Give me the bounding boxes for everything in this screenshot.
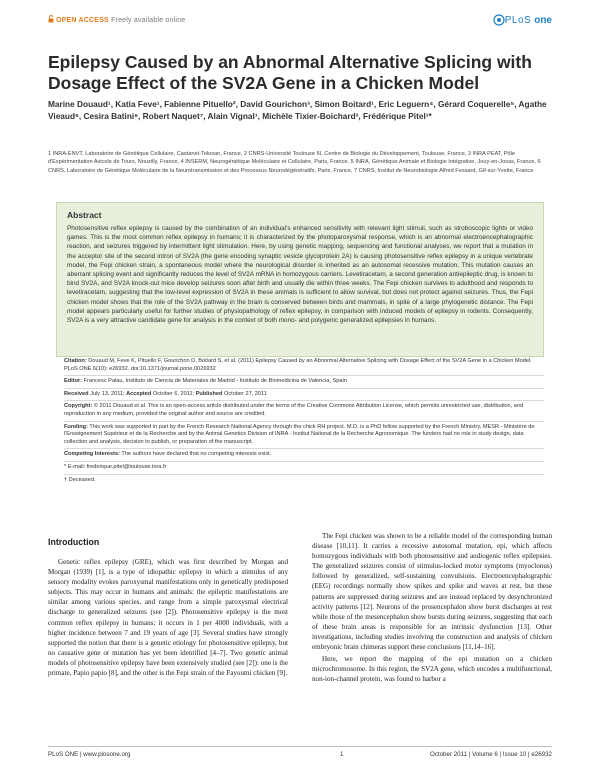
corresponding-email[interactable]: * E-mail: frederique.pitel@toulouse.inra.fr: [64, 463, 167, 470]
journal-header: [48, 14, 552, 28]
funding-row: [64, 422, 544, 450]
copyright-row: [64, 401, 544, 421]
page-footer: [48, 746, 552, 760]
citation-label: Citation:: [64, 358, 87, 364]
open-access-label: OPEN ACCESS: [56, 17, 109, 24]
introduction-heading: Introduction: [48, 537, 100, 547]
funding-label: Funding:: [64, 423, 88, 430]
freely-available-label: Freely available online: [111, 17, 186, 24]
abstract-box: [56, 202, 544, 357]
article-metadata: [64, 356, 544, 486]
footer-journal: PLoS ONE | www.plosone.org: [48, 751, 131, 758]
competing-label: Competing Interests:: [64, 451, 120, 458]
citation-row: [64, 356, 544, 376]
accepted-date: October 6, 2011;: [152, 390, 195, 397]
copyright-label: Copyright:: [64, 403, 93, 410]
article-title: Epilepsy Caused by an Abnormal Alternative Splicing with Dosage Effect of the SV2A Gene in a Chicken Model: [48, 52, 532, 93]
plos-logo-text: PLoS: [504, 14, 532, 26]
received-label: Received: [64, 390, 89, 397]
footer-issue: October 2011 | Volume 6 | Issue 10 | e26932: [429, 751, 552, 758]
deceased-note: † Deceased.: [64, 476, 96, 483]
one-logo-text: one: [534, 14, 552, 26]
right-column: [312, 531, 552, 684]
published-label: Published: [195, 390, 223, 397]
intro-paragraph-1: Genetic reflex epilepsy (GRE), which was first described by Morgan and Morgan (1939) [1], is a type of idiopathic epilepsy in which a stimulus of any sensory modality evokes paroxysmal manifestations only in genetically predisposed subjects. This may occur in humans and animals: the epileptic manifestations are similar among various species, and range from a simple paroxysmal electrical discharge to generalized seizures (see [2]). Photosensitive epilepsy is the most common reflex epilepsy in humans; it occurs in 1 per 4000 individuals, with a higher incidence between 7 and 19 years of age [3]. Several studies have strongly supported the notion that there is a genetic etiology for photosensitive epilepsy, but no causative gene or mutation has yet been identified [4–7]. Two genetic animal models of photosensitive epilepsy have been extensively studied (see [2]): one is the primate, Papio papio [8], and the other is the Fepi strain of the Fayoumi chicken [9].: [48, 558, 288, 678]
plos-logo-icon: [493, 14, 505, 26]
citation-text: Douaud M, Feve K, Pituello F, Gourichon D, Boitard S, et al. (2011) Epilepsy Caused by an Abnormal Alternative Splicing with Dosage Effect of the SV2A Gene in a Chicken Model. PLoS ONE 6(10): e26932. doi:10.1371/journal.pone.0026932: [64, 358, 532, 372]
received-date: July 13, 2011;: [90, 390, 125, 397]
copyright-text: © 2011 Douaud et al. This is an open-access article distributed under the terms of the Creative Commons Attribution License, which permits unrestricted use, distribution, and reproduction in any medium, provided the original author and source are credited.: [64, 403, 524, 417]
author-list: Marine Douaud¹, Katia Feve¹, Fabienne Pituello², David Gourichon³, Simon Boitard¹, Eric Leguern⁴, Gérard Coquerelle⁵, Agathe Vieaud⁶, Cesira Batini⁶, Robert Naquet⁷, Alain Vignal¹, Michèle Tixier-Boichard³, Frédérique Pitel¹*: [48, 99, 547, 121]
deceased-row: [64, 475, 544, 487]
open-access-badge: [48, 15, 185, 25]
plos-one-logo: [493, 12, 552, 28]
dates-row: [64, 389, 544, 402]
abstract-text: Photosensitive reflex epilepsy is caused by the combination of an individual's enhanced sensitivity with relevant light stimuli, such as stroboscopic lights or video games. This is the most common reflex epilepsy in humans; it is characterized by the photoparoxysmal response, which is an abnormal electroencephalographic reaction, and seizures triggered by intermittent light stimulation. Here, by using genetic mapping, sequencing and functional analyses, we report that a mutation in the acceptor site of the second intron of SV2A (the gene encoding synaptic vesicle glycoprotein 2A) is causing photosensitive reflex epilepsy in a unique vertebrate model, the Fepi chicken strain, a spontaneous model where the neurological disorder is inherited as an autosomal recessive mutation. This mutation causes an aberrant splicing event and significantly reduces the level of SV2A mRNA in homozygous carriers. Levetiracetam, a second generation antiepileptic drug, is known to bind SV2A, and SV2A knock-out mice develop seizures soon after birth and usually die within three weeks. The Fepi chicken survives to adulthood and responds to levetiracetam, suggesting that the low-level expression of SV2A in these animals is sufficient to allow survival, but does not protect against seizures. Thus, the Fepi chicken model shows that the role of the SV2A pathway in the brain is conserved between birds and mammals, in spite of a large phylogenetic distance. The Fepi model appears particularly useful for further studies of physiopathology of reflex epilepsy, in comparison with induced models of epilepsy in rodents. Consequently, SV2A is a very attractive candidate gene for analysis in the context of both mono- and polygenic generalized epilepsies in humans.: [67, 225, 533, 325]
affiliations: 1 INRA-ENVT, Laboratoire de Génétique Cellulaire, Castanet-Tolosan, France, 2 CNRS-Université Toulouse III, Centre de Biologie du Développement, Toulouse, France, 3 INRA PEAT, Pôle d'Expérimentation Avicole de Tours, Nouzilly, France, 4 INSERM, Neurogénétique Moléculaire et Cellulaire, Paris, France, 5 INRA, Génétique Animale et Biologie Intégrative, Jouy-en-Josas, France, 6 CNRS, Laboratoire de Génétique Moléculaire de la Neurotransmission et des Processus Neurodégénératifs, Paris, France, 7 CNRS, Institut de Neurobiologie Alfred Fessard, Gif-sur-Yvette, France: [48, 151, 541, 174]
editor-row: [64, 376, 544, 389]
intro-paragraph-3: Here, we report the mapping of the epi mutation on a chicken microchromosome. In this region, the SV2A gene, which encodes a multifunctional, non-ion-channel protein, was found to harbor a: [312, 655, 552, 684]
editor-label: Editor:: [64, 378, 83, 385]
email-row: [64, 462, 544, 475]
footer-page-number: 1: [340, 751, 344, 758]
left-column: [48, 531, 288, 678]
published-date: October 27, 2011: [224, 390, 267, 397]
competing-text: The authors have declared that no competing interests exist.: [121, 451, 272, 458]
editor-text: Francesc Palau, Instituto de Ciencia de Materiales de Madrid - Instituto de Biomedicina de Valencia, Spain: [83, 378, 347, 385]
accepted-label: Accepted: [126, 390, 152, 397]
open-lock-icon: [48, 15, 54, 25]
funding-text: This work was supported in part by the French Research National Agency through the chick RH project. M.D. is a PhD fellow supported by the French Ministry, MESR - Ministère de l'Enseignement Supérieur et de la Recherche and by the Animal Genetics Division of INRA - Institut National de la Recherche Agronomique. The funders had no role in study design, data collection and analysis, decision to publish, or preparation of the manuscript.: [64, 423, 535, 445]
competing-interests-row: [64, 449, 544, 462]
intro-paragraph-2: The Fepi chicken was shown to be a reliable model of the corresponding human disease [10,11]. It carries a recessive autosomal mutation, epi, which affects homozygous individuals with both photosensitive and audiogenic reflex epilepsies. The generalized seizures consist of stimulus-locked motor symptoms (myoclonus) followed by generalized, self-sustaining convulsions. Electroencephalographic (EEG) recordings normally show spikes and spike and waves at rest, but these patterns are suppressed during seizures and are instead replaced by desynchronized activity patterns [12]. Neurons of the prosencephalon show burst discharges at rest while those of the mesencephalon show bursts during seizures, suggesting that each of these brain areas is responsible for an intrinsic dysfunction [13]. Other investigations, including studies involving the construction and analysis of chicken embryonic brain chimeras support these conclusions [11,14–16].: [312, 532, 552, 652]
abstract-heading: Abstract: [67, 210, 102, 220]
